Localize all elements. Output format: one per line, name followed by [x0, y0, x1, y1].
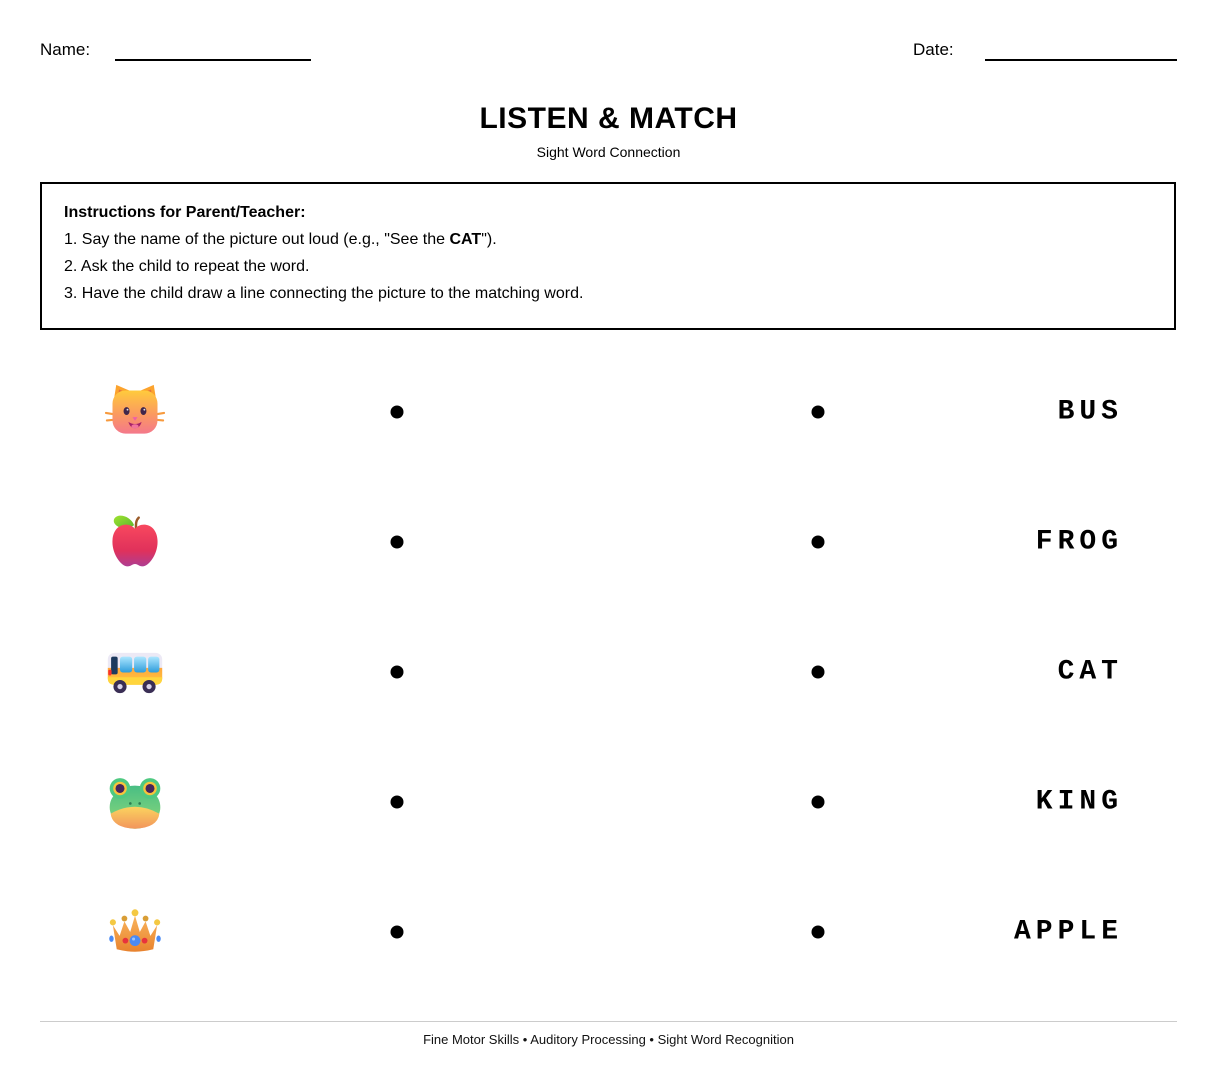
connector-dot-right[interactable] [812, 536, 825, 549]
word-label: KING [1035, 786, 1123, 818]
word-label: APPLE [1013, 916, 1123, 948]
connector-dot-left[interactable] [391, 406, 404, 419]
match-row-5 [0, 867, 1217, 997]
instruction-step-2: 2. Ask the child to repeat the word. [64, 258, 310, 275]
instructions-heading: Instructions for Parent/Teacher: [64, 204, 306, 221]
instruction-step-3: 3. Have the child draw a line connecting the picture to the matching word. [64, 285, 584, 302]
match-row-2 [0, 477, 1217, 607]
connector-dot-right[interactable] [812, 406, 825, 419]
apple-emoji-icon [104, 511, 166, 573]
date-field-line[interactable] [985, 59, 1177, 61]
word-label: FROG [1035, 526, 1123, 558]
word-label: BUS [1057, 396, 1123, 428]
crown-emoji-icon [104, 901, 166, 963]
connector-dot-right[interactable] [812, 666, 825, 679]
word-label: CAT [1057, 656, 1123, 688]
connector-dot-left[interactable] [391, 796, 404, 809]
date-label: Date: [913, 40, 954, 59]
page-subtitle: Sight Word Connection [536, 144, 681, 160]
instructions-box [40, 182, 1176, 330]
name-field-line[interactable] [115, 59, 311, 61]
connector-dot-left[interactable] [391, 536, 404, 549]
match-row-1 [0, 347, 1217, 477]
connector-dot-right[interactable] [812, 796, 825, 809]
connector-dot-left[interactable] [391, 926, 404, 939]
frog-emoji-icon [104, 771, 166, 833]
footer-text: Fine Motor Skills • Auditory Processing • Sight Word Recognition [423, 1032, 794, 1047]
footer-divider [40, 1021, 1177, 1022]
cat-emoji-icon [104, 381, 166, 443]
connector-dot-right[interactable] [812, 926, 825, 939]
match-row-3 [0, 607, 1217, 737]
instruction-step-1-bold-word: CAT [449, 231, 482, 248]
page-title: LISTEN & MATCH [479, 102, 738, 135]
name-label: Name: [40, 40, 91, 59]
match-row-4 [0, 737, 1217, 867]
connector-dot-left[interactable] [391, 666, 404, 679]
matching-area [0, 347, 1217, 997]
bus-emoji-icon [104, 641, 166, 703]
instruction-step-1: 1. Say the name of the picture out loud (e.g., "See the CAT"). [64, 231, 497, 248]
